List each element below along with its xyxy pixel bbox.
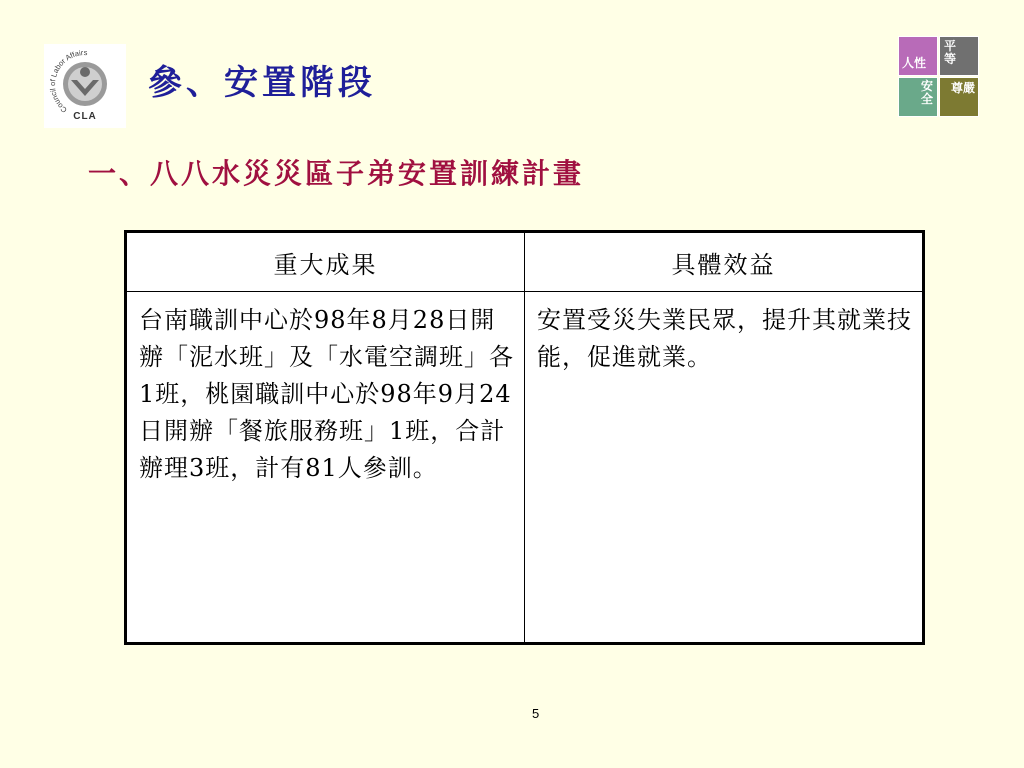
section-subtitle: 一、八八水災災區子弟安置訓練計畫 [88,157,585,190]
badge-cell-safety: 安 全 [898,77,938,117]
badge-cell-humanity: 人性 [898,36,938,76]
badge-cell-equality: 平 等 [939,36,979,76]
logo-ring-text: Council of Labor Affairs [47,47,88,115]
page-number: 5 [532,706,540,721]
logo-label: CLA [73,111,97,122]
table-header-row [126,232,924,292]
cell-concrete-benefits: 安置受災失業民眾，提升其就業技能，促進就業。 [525,292,924,644]
cell-major-results: 台南職訓中心於98年8月28日開辦「泥水班」及「水電空調班」各1班，桃園職訓中心於98年9月24日開辦「餐旅服務班」1班，合計辦理3班，計有81人參訓。 [126,292,525,644]
badge-cell-dignity: 尊嚴 [939,77,979,117]
table-row [126,292,924,644]
results-table [124,230,925,645]
cla-logo [44,44,126,128]
header-concrete-benefits: 具體效益 [525,232,924,292]
page-title: 參、安置階段 [148,63,376,103]
principles-badge [898,36,980,118]
header-major-results: 重大成果 [126,232,525,292]
